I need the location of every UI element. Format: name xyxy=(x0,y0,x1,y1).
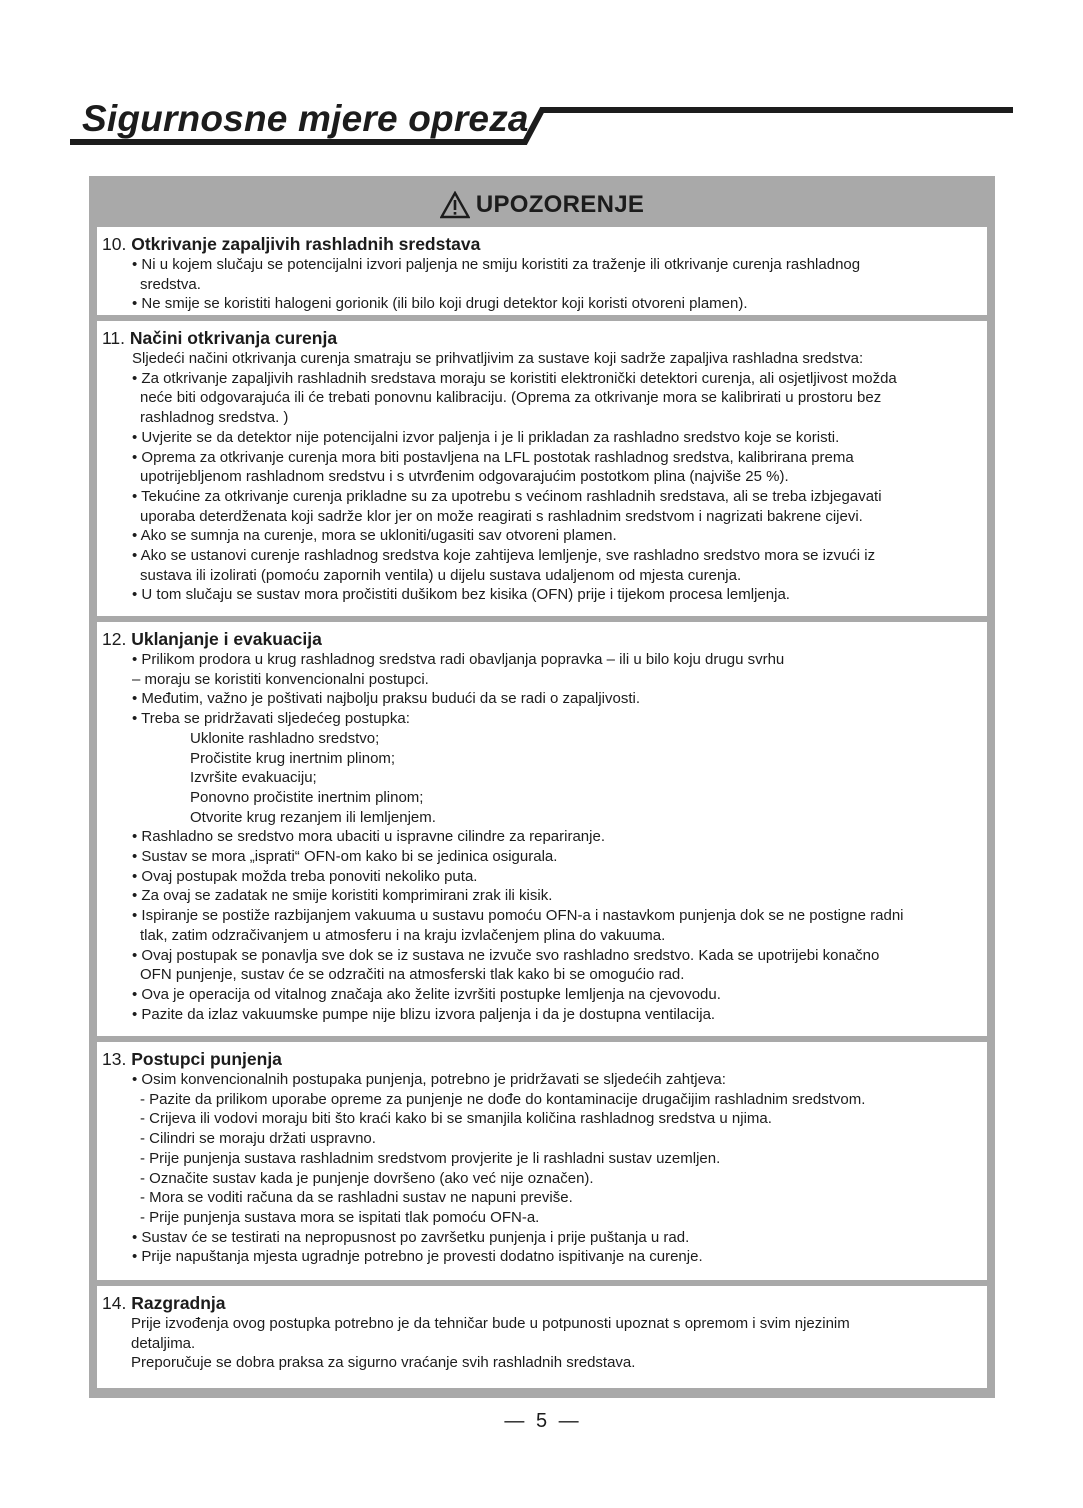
requirement-item: - Pazite da prilikom uporabe opreme za punjenje ne dođe do kontaminacije drugačijim rashladnim sredstvom. xyxy=(140,1090,866,1108)
section-line: • Prilikom prodora u krug rashladnog sredstva radi obavljanja popravka – ili u bilo koju drugu svrhu xyxy=(132,651,785,668)
section-title: Razgradnja xyxy=(131,1293,226,1313)
section-line: neće biti odgovarajuća ili će trebati ponovnu kalibraciju. (Oprema za otkrivanje mora se kalibrirati u prostoru bez xyxy=(140,389,882,407)
section-line: Preporučuje se dobra praksa za sigurno vraćanje svih rashladnih sredstava. xyxy=(131,1354,636,1372)
requirement-item: - Prije punjenja sustava mora se ispitati tlak pomoću OFN-a. xyxy=(140,1208,540,1226)
page-title: Sigurnosne mjere opreza xyxy=(82,98,529,139)
section-title: Postupci punjenja xyxy=(131,1049,282,1069)
warning-box-title: UPOZORENJE xyxy=(475,191,645,218)
section-line: • Uvjerite se da detektor nije potencijalni izvor paljenja i je li prikladan za rashladno sredstvo koje se koristi. xyxy=(132,428,840,446)
warning-box xyxy=(89,176,995,1398)
section-14 xyxy=(97,1286,987,1388)
section-line: • Sustav se mora „isprati“ OFN-om kako bi se jedinica osigurala. xyxy=(132,848,558,866)
requirement-item: - Cilindri se moraju držati uspravno. xyxy=(140,1130,376,1148)
section-line: Sljedeći načini otkrivanja curenja smatraju se prihvatljivim za sustave koji sadrže zapaljiva rashladna sredstva: xyxy=(132,350,864,367)
page-header xyxy=(70,96,1020,158)
section-line: • Rashladno se sredstvo mora ubaciti u ispravne cilindre za repariranje. xyxy=(132,828,605,846)
section-line: • U tom slučaju se sustav mora pročistiti dušikom bez kisika (OFN) prije i tijekom procesa lemljenja. xyxy=(132,586,790,604)
section-line: • Ovaj postupak se ponavlja sve dok se iz sustava ne izvuče svo rashladno sredstvo. Kada se upotrijebi konačno xyxy=(132,946,880,964)
page-number-value: 5 xyxy=(535,1410,548,1432)
procedure-step: Otvorite krug rezanjem ili lemljenjem. xyxy=(190,808,436,826)
section-line: • Međutim, važno je poštivati najbolju praksu budući da se radi o zapaljivosti. xyxy=(132,690,641,708)
section-line: • Tekućine za otkrivanje curenja prikladne su za upotrebu s većinom rashladnih sredstava, ali se treba izbjegavati xyxy=(132,487,882,505)
section-heading xyxy=(102,1292,975,1314)
section-line: • Ova je operacija od vitalnog značaja ako želite izvršiti postupke lemljenja na cjevovodu. xyxy=(132,985,721,1003)
section-line: Prije izvođenja ovog postupka potrebno je da tehničar bude u potpunosti upoznat s opremom i svim njezinim xyxy=(131,1315,850,1332)
section-heading xyxy=(102,628,975,650)
section-12 xyxy=(97,622,987,1036)
section-number: 13. xyxy=(102,1049,127,1069)
section-heading xyxy=(102,1048,975,1070)
page-number-dash-right: — xyxy=(558,1410,579,1432)
procedure-step: Pročistite krug inertnim plinom; xyxy=(190,749,396,767)
section-line: tlak, zatim odzračivanjem u atmosferu i na kraju izvlačenjem plina do vakuuma. xyxy=(140,926,666,944)
section-11 xyxy=(97,321,987,616)
section-line: sredstva. xyxy=(140,275,201,293)
section-line: – moraju se koristiti konvencionalni postupci. xyxy=(132,670,429,688)
section-line: rashladnog sredstva. ) xyxy=(140,409,289,427)
section-number: 12. xyxy=(102,629,127,649)
section-line: OFN punjenje, sustav će se odzračiti na atmosferski tlak kako bi se omogućio rad. xyxy=(140,966,685,984)
section-title: Načini otkrivanja curenja xyxy=(129,328,338,348)
section-line: • Sustav će se testirati na nepropusnost po završetku punjenja i prije puštanja u rad. xyxy=(132,1228,690,1246)
procedure-step: Izvršite evakuaciju; xyxy=(190,769,317,787)
section-heading xyxy=(102,327,975,349)
section-line: • Ovaj postupak možda treba ponoviti nekoliko puta. xyxy=(132,867,478,885)
section-line: upotrijebljenom rashladnom sredstvu i s utvrđenim odgovarajućim postotkom plina (najviše 25 %). xyxy=(140,468,789,486)
section-line: detaljima. xyxy=(131,1334,196,1352)
requirement-item: - Prije punjenja sustava rashladnim sredstvom provjerite je li rashladni sustav uzemljen. xyxy=(140,1149,721,1167)
section-line: • Za ovaj se zadatak ne smije koristiti komprimirani zrak ili kisik. xyxy=(132,887,553,905)
requirement-item: - Mora se voditi računa da se rashladni sustav ne napuni previše. xyxy=(140,1189,573,1207)
section-line: • Ako se sumnja na curenje, mora se ukloniti/ugasiti sav otvoreni plamen. xyxy=(132,527,617,545)
requirement-item: - Označite sustav kada je punjenje dovršeno (ako već nije označen). xyxy=(140,1169,594,1187)
section-title: Otkrivanje zapaljivih rashladnih sredstava xyxy=(131,234,481,254)
section-number: 10. xyxy=(102,234,127,254)
warning-triangle-icon xyxy=(440,191,470,219)
section-line: • Ispiranje se postiže razbijanjem vakuuma u sustavu pomoću OFN-a i nastavkom punjenja dok se ne postigne radni xyxy=(132,907,904,925)
section-heading xyxy=(102,233,975,255)
section-line: sustava ili izolirati (pomoću zapornih ventila) u dijelu sustava udaljenom od mjesta curenja. xyxy=(140,566,742,584)
section-13 xyxy=(97,1042,987,1280)
section-line: • Ako se ustanovi curenje rashladnog sredstva koje zahtijeva lemljenje, sve rashladno sredstvo mora se izvući iz xyxy=(132,547,876,565)
section-line: • Osim konvencionalnih postupaka punjenja, potrebno je pridržavati se sljedećih zahtjeva: xyxy=(132,1071,726,1088)
page-number-dash-left: — xyxy=(504,1410,525,1432)
section-number: 14. xyxy=(102,1293,127,1313)
section-line: • Za otkrivanje zapaljivih rashladnih sredstava moraju se koristiti elektronički detektori curenja, ali osjetljivost možda xyxy=(132,369,897,387)
section-line: • Prije napuštanja mjesta ugradnje potrebno je provesti dodatno ispitivanje na curenje. xyxy=(132,1248,703,1266)
section-line: • Oprema za otkrivanje curenja mora biti postavljena na LFL postotak rashladnog sredstva, kalibrirana prema xyxy=(132,448,854,466)
section-number: 11. xyxy=(102,328,126,348)
requirement-item: - Crijeva ili vodovi moraju biti što kraći kako bi se smanjila količina rashladnog sredstva u njima. xyxy=(140,1110,772,1128)
section-title: Uklanjanje i evakuacija xyxy=(131,629,322,649)
procedure-step: Ponovno pročistite inertnim plinom; xyxy=(190,788,424,806)
section-line: • Treba se pridržavati sljedećeg postupka: xyxy=(132,710,410,728)
section-line: • Pazite da izlaz vakuumske pumpe nije blizu izvora paljenja i da je dostupna ventilacija. xyxy=(132,1005,716,1023)
section-10 xyxy=(97,227,987,315)
section-line: • Ni u kojem slučaju se potencijalni izvori paljenja ne smiju koristiti za traženje ili otkrivanje curenja rashladnog xyxy=(132,256,861,273)
warning-box-header xyxy=(89,186,995,224)
procedure-step: Uklonite rashladno sredstvo; xyxy=(190,729,380,747)
section-line: • Ne smije se koristiti halogeni gorionik (ili bilo koji drugi detektor koji koristi otvoreni plamen). xyxy=(132,295,748,313)
section-line: uporaba deterdženata koji sadrže klor jer on može reagirati s rashladnim sredstvom i nagrizati bakrene cijevi. xyxy=(140,507,863,525)
page-number xyxy=(0,1410,1083,1433)
